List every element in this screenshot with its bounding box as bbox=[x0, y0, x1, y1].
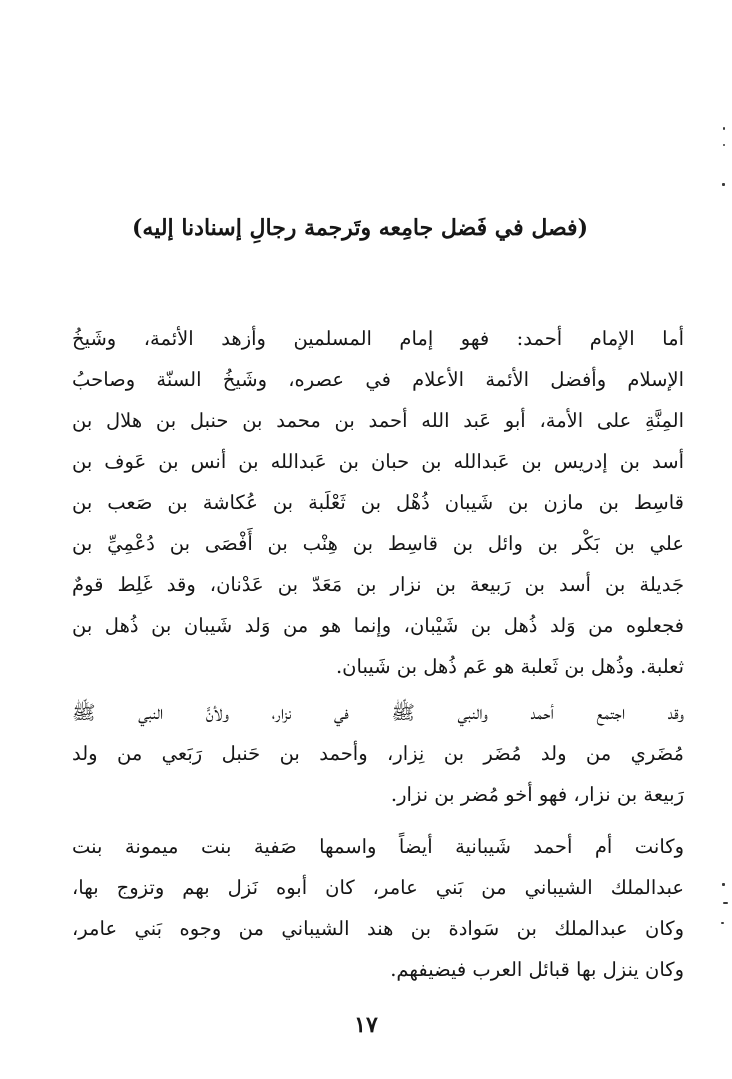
text-line: وكان ينزل بها قبائل العرب فيضيفهم. bbox=[390, 958, 684, 981]
margin-speck bbox=[723, 144, 725, 146]
text-line: فجعلوه من وَلد ذُهل بن شَيْبان، وإنما هو من وَلد شَيبان بن ذُهل بن bbox=[72, 614, 684, 637]
text-line: الإسلام وأفضل الأئمة الأعلام في عصره، وشَيخُ السنّة وصاحبُ bbox=[72, 368, 684, 391]
text-line: علي بن بَكْر بن وائل بن قاسِط بن هِنْب بن أَفْصَى بن دُعْمِيِّ بن bbox=[72, 532, 684, 555]
page-number: ١٧ bbox=[354, 1012, 378, 1038]
text-line: أما الإمام أحمد: فهو إمام المسلمين وأزهد الأئمة، وشَيخُ bbox=[72, 327, 684, 350]
margin-speck bbox=[722, 183, 725, 186]
text-line: وقد اجتمع أحمد والنبي ﷺ في نزار، ولأنَّ النبي ﷺ bbox=[72, 701, 684, 724]
text-line: المِنَّةِ على الأمة، أبو عَبد الله أحمد بن محمد بن حنبل بن هلال بن bbox=[72, 409, 684, 432]
text-line: وكان عبدالملك بن سَوادة بن هند الشيباني من وجوه بَني عامر، bbox=[72, 917, 684, 940]
paragraph-1 bbox=[72, 318, 684, 687]
margin-speck bbox=[722, 883, 725, 886]
margin-speck bbox=[721, 922, 724, 924]
margin-speck bbox=[723, 127, 725, 130]
paragraph-2 bbox=[72, 692, 684, 815]
paragraph-3 bbox=[72, 826, 684, 990]
text-line: قاسِط بن مازن بن شَيبان ذُهْل بن ثَعْلَبة بن عُكاشة بن صَعب بن bbox=[72, 491, 684, 514]
text-line: جَديلة بن أسد بن رَبيعة بن نزار بن مَعَدّ بن عَدْنان، وقد غَلِط قومٌ bbox=[72, 573, 684, 596]
text-line: ثعلبة. وذُهل بن ثَعلبة هو عَم ذُهل بن شَيبان. bbox=[335, 655, 684, 678]
margin-speck bbox=[723, 902, 728, 904]
text-line: أسد بن إدريس بن عَبدالله بن حبان بن عَبدالله بن أنس بن عَوف بن bbox=[72, 450, 684, 473]
section-heading: (فصل في فَضل جامِعه وتَرجمة رجالِ إسنادنا إليه) bbox=[132, 215, 588, 241]
text-line: وكانت أم أحمد شَيبانية أيضاً واسمها صَفية بنت ميمونة بنت bbox=[72, 835, 684, 858]
text-line: رَبيعة بن نزار، فهو أخو مُضر بن نزار. bbox=[390, 783, 684, 806]
text-line: عبدالملك الشيباني من بَني عامر، كان أبوه نَزل بهم وتزوج بها، bbox=[72, 876, 684, 899]
text-line: مُضَري من ولد مُضَر بن نِزار، وأحمد بن حَنبل رَبَعي من ولد bbox=[72, 742, 684, 765]
